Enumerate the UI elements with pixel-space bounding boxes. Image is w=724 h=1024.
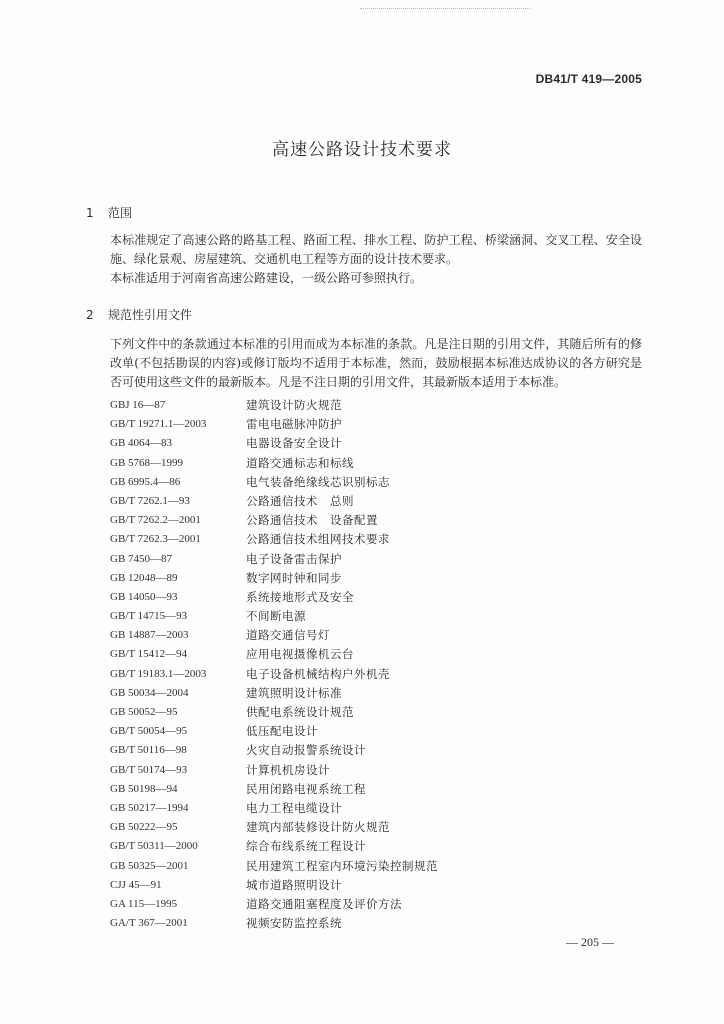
- page-number: — 205 —: [566, 935, 614, 949]
- reference-code: GB 5768—1999: [110, 456, 184, 469]
- reference-item: [110, 857, 630, 876]
- section-2-number: 2: [86, 308, 94, 322]
- reference-item: [110, 818, 630, 837]
- reference-name: 视频安防监控系统: [246, 916, 342, 931]
- reference-name: 城市道路照明设计: [246, 877, 342, 892]
- reference-item: [110, 761, 630, 780]
- reference-item: [110, 780, 630, 799]
- reference-item: [110, 895, 630, 914]
- reference-name: 电子设备雷击保护: [246, 551, 342, 566]
- reference-code: GB 6995.4—86: [110, 475, 181, 488]
- reference-item: [110, 626, 630, 645]
- reference-name: 系统接地形式及安全: [246, 589, 354, 604]
- reference-name: 综合布线系统工程设计: [246, 839, 366, 854]
- reference-code: GB 14887—2003: [110, 629, 189, 642]
- reference-code: GB/T 50054—95: [110, 725, 188, 738]
- page-title: 高速公路设计技术要求: [272, 140, 452, 160]
- section-1-paragraph-1: [86, 231, 642, 269]
- reference-item: [110, 722, 630, 741]
- reference-item: [110, 799, 630, 818]
- reference-name: 电气装备绝缘线芯识别标志: [246, 474, 390, 489]
- reference-name: 电子设备机械结构户外机壳: [246, 666, 390, 681]
- reference-item: [110, 645, 630, 664]
- standard-code: DB41/T 419—2005: [535, 72, 642, 86]
- reference-code: GB 50198—94: [110, 782, 178, 795]
- reference-name: 火灾自动报警系统设计: [246, 743, 366, 758]
- reference-code: GB 4064—83: [110, 437, 173, 450]
- reference-item: [110, 530, 630, 549]
- reference-code: GB/T 15412—94: [110, 648, 188, 661]
- reference-name: 道路交通信号灯: [246, 628, 330, 643]
- reference-code: GB/T 14715—93: [110, 610, 188, 623]
- reference-name: 雷电电磁脉冲防护: [246, 417, 342, 432]
- reference-code: GB/T 50116—98: [110, 744, 187, 757]
- reference-item: [110, 569, 630, 588]
- reference-name: 公路通信技术 总则: [246, 493, 354, 508]
- reference-code: GB 7450—87: [110, 552, 173, 565]
- reference-item: [110, 703, 630, 722]
- reference-item: [110, 741, 630, 760]
- reference-code: GA 115—1995: [110, 897, 178, 910]
- reference-item: [110, 492, 630, 511]
- reference-item: [110, 914, 630, 933]
- section-1-paragraph-2: [86, 269, 642, 288]
- reference-item: [110, 454, 630, 473]
- reference-name: 民用建筑工程室内环境污染控制规范: [246, 858, 438, 873]
- reference-name: 计算机机房设计: [246, 762, 330, 777]
- reference-code: GB/T 19271.1—2003: [110, 418, 207, 431]
- reference-name: 供配电系统设计规范: [246, 705, 354, 719]
- normative-intro-paragraph: 下列文件中的条款通过本标准的引用而成为本标准的条款。凡是注日期的引用文件，其随后所有的修改单(不包括勘误的内容)或修订版均不适用于本标准，然而，鼓励根据本标准达成协议的各方研究是否可使用这些文件的最新版本。凡是不注日期的引用文件，其最新版本适用于本标准。: [110, 337, 642, 389]
- section-1-number: 1: [86, 206, 94, 220]
- reference-item: [110, 434, 630, 453]
- reference-code: GB/T 19183.1—2003: [110, 667, 207, 680]
- reference-name: 建筑设计防火规范: [246, 398, 342, 412]
- reference-code: GB/T 50311—2000: [110, 840, 198, 853]
- reference-item: [110, 473, 630, 492]
- reference-code: GB 14050—93: [110, 590, 178, 603]
- reference-name: 道路交通阻塞程度及评价方法: [246, 896, 402, 911]
- reference-code: GB 50034—2004: [110, 686, 189, 699]
- reference-name: 低压配电设计: [246, 724, 318, 739]
- reference-name: 道路交通标志和标线: [246, 455, 354, 470]
- reference-item: [110, 396, 630, 415]
- reference-item: [110, 550, 630, 569]
- reference-item: [110, 415, 630, 434]
- reference-code: GB/T 7262.1—93: [110, 494, 190, 507]
- reference-item: [110, 607, 630, 626]
- reference-item: [110, 876, 630, 895]
- reference-code: GB/T 50174—93: [110, 763, 188, 776]
- section-1-title: 范围: [108, 206, 133, 220]
- section-2-heading: [86, 306, 192, 323]
- scope-paragraph: 本标准规定了高速公路的路基工程、路面工程、排水工程、防护工程、桥梁涵洞、交叉工程、安全设施、绿化景观、房屋建筑、交通机电工程等方面的设计技术要求。: [110, 233, 642, 266]
- reference-item: [110, 588, 630, 607]
- reference-name: 公路通信技术组网技术要求: [246, 532, 390, 547]
- scan-artifact-line: [360, 8, 530, 9]
- reference-name: 电器设备安全设计: [246, 436, 342, 451]
- section-1-heading: [86, 204, 132, 221]
- reference-code: GB/T 7262.2—2001: [110, 514, 201, 527]
- reference-code: GB 50052—95: [110, 706, 178, 718]
- reference-name: 建筑照明设计标准: [246, 685, 342, 700]
- reference-code: GB 12048—89: [110, 571, 178, 584]
- reference-name: 应用电视摄像机云台: [246, 647, 354, 662]
- reference-code: GB/T 7262.3—2001: [110, 533, 201, 546]
- reference-name: 不间断电源: [246, 609, 306, 624]
- reference-name: 民用闭路电视系统工程: [246, 781, 366, 796]
- reference-item: [110, 684, 630, 703]
- section-2-title: 规范性引用文件: [108, 308, 193, 322]
- reference-item: [110, 837, 630, 856]
- reference-name: 电力工程电缆设计: [246, 800, 342, 815]
- section-2-intro: [86, 335, 642, 392]
- reference-name: 公路通信技术 设备配置: [246, 513, 378, 528]
- reference-item: [110, 511, 630, 530]
- reference-item: [110, 665, 630, 684]
- reference-code: CJJ 45—91: [110, 878, 162, 891]
- reference-name: 建筑内部装修设计防火规范: [246, 820, 390, 835]
- reference-code: GA/T 367—2001: [110, 917, 188, 930]
- reference-code: GB 50325—2001: [110, 859, 189, 872]
- reference-name: 数字网时钟和同步: [246, 570, 342, 585]
- reference-code: GBJ 16—87: [110, 399, 166, 411]
- reference-code: GB 50222—95: [110, 821, 178, 834]
- reference-list: [110, 396, 630, 933]
- applicability-paragraph: 本标准适用于河南省高速公路建设，一级公路可参照执行。: [110, 271, 423, 285]
- reference-code: GB 50217—1994: [110, 801, 189, 814]
